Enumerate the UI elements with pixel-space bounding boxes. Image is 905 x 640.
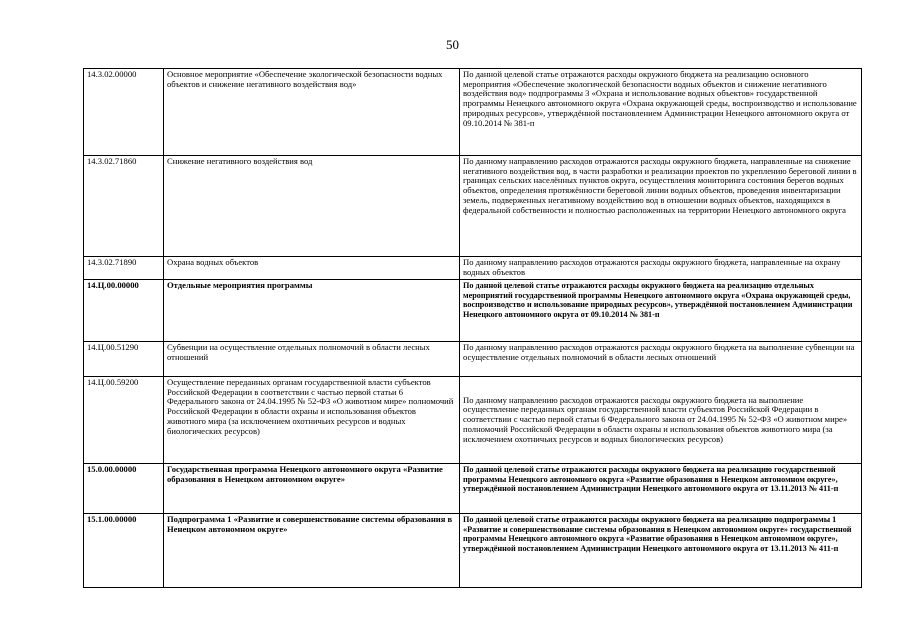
budget-classification-table	[83, 68, 862, 588]
row-description: По данному направлению расходов отражаются расходы окружного бюджета на выполнение субвенции на осуществление отдельных полномочий в области лесных отношений	[460, 342, 862, 377]
table-row	[84, 464, 862, 514]
row-code: 14.Ц.00.51290	[84, 342, 164, 377]
row-name: Подпрограмма 1 «Развитие и совершенствование системы образования в Ненецком автономном округе»	[164, 514, 460, 588]
row-description: По данному направлению расходов отражаются расходы окружного бюджета, направленные на снижение негативного воздействия вод, в части разработки и реализации проектов по укреплению береговой линии в границах сельских населённых пунктов округа, осуществления мониторинга состояния берегов водных объектов, определения протяжённости береговой линии водных объектов, проведения инвентаризации земель, подверженных негативному воздействию вод в отношении водных объектов, находящихся в федеральной собственности и полностью расположенных на территории Ненецкого автономного округа	[460, 156, 862, 257]
row-name: Отдельные мероприятия программы	[164, 280, 460, 342]
row-description: По данной целевой статье отражаются расходы окружного бюджета на реализацию основного мероприятия «Обеспечение экологической безопасности водных объектов и снижение негативного воздействия вод» подпрограммы 3 «Охрана и использование водных объектов» государственной программы Ненецкого автономного округа «Охрана окружающей среды, воспроизводство и использование природных ресурсов», утверждённой постановлением Администрации Ненецкого автономного округа от 09.10.2014 № 381-п	[460, 69, 862, 156]
row-code: 15.0.00.00000	[84, 464, 164, 514]
table-row	[84, 377, 862, 464]
row-code: 14.Ц.00.00000	[84, 280, 164, 342]
row-name: Снижение негативного воздействия вод	[164, 156, 460, 257]
row-code: 14.3.02.71860	[84, 156, 164, 257]
row-name: Осуществление переданных органам государственной власти субъектов Российской Федерации в соответствии с частью первой статьи 6 Федерального закона от 24.04.1995 № 52-ФЗ «О животном мире» полномочий Российской Федерации в области охраны и использования объектов животного мира (за исключением охотничьих ресурсов и водных биологических ресурсов)	[164, 377, 460, 464]
row-name: Субвенции на осуществление отдельных полномочий в области лесных отношений	[164, 342, 460, 377]
row-name: Государственная программа Ненецкого автономного округа «Развитие образования в Ненецком автономном округе»	[164, 464, 460, 514]
page-number: 50	[446, 37, 459, 52]
row-description: По данной целевой статье отражаются расходы окружного бюджета на реализацию подпрограммы 1 «Развитие и совершенствование системы образования в Ненецком автономном округе» государственной программы Ненецкого автономного округа «Развитие образования в Ненецком автономном округе», утверждённой постановлением Администрации Ненецкого автономного округа от 13.11.2013 № 411-п	[460, 514, 862, 588]
row-code: 14.Ц.00.59200	[84, 377, 164, 464]
table-row	[84, 69, 862, 156]
row-code: 15.1.00.00000	[84, 514, 164, 588]
table-row	[84, 514, 862, 588]
row-description: По данной целевой статье отражаются расходы окружного бюджета на реализацию государственной программы Ненецкого автономного округа «Развитие образования в Ненецком автономном округе», утверждённой постановлением Администрации Ненецкого автономного округа от 13.11.2013 № 411-п	[460, 464, 862, 514]
table-row	[84, 342, 862, 377]
table-row	[84, 280, 862, 342]
row-description: По данному направлению расходов отражаются расходы окружного бюджета, направленные на охрану водных объектов	[460, 257, 862, 280]
row-code: 14.3.02.71890	[84, 257, 164, 280]
row-name: Основное мероприятие «Обеспечение экологической безопасности водных объектов и снижение негативного воздействия вод»	[164, 69, 460, 156]
table-row	[84, 156, 862, 257]
row-code: 14.3.02.00000	[84, 69, 164, 156]
row-description: По данной целевой статье отражаются расходы окружного бюджета на реализацию отдельных мероприятий государственной программы Ненецкого автономного округа «Охрана окружающей среды, воспроизводство и использование природных ресурсов», утверждённой постановлением Администрации Ненецкого автономного округа от 09.10.2014 № 381-п	[460, 280, 862, 342]
row-name: Охрана водных объектов	[164, 257, 460, 280]
table-row	[84, 257, 862, 280]
row-description: По данному направлению расходов отражаются расходы окружного бюджета на выполнение осуществление переданных органам государственной власти субъектов Российской Федерации в соответствии с частью первой статьи 6 Федерального закона от 24.04.1995 № 52-ФЗ «О животном мире» полномочий Российской Федерации в области охраны и использования объектов животного мира (за исключением охотничьих ресурсов и водных биологических ресурсов)	[460, 377, 862, 464]
